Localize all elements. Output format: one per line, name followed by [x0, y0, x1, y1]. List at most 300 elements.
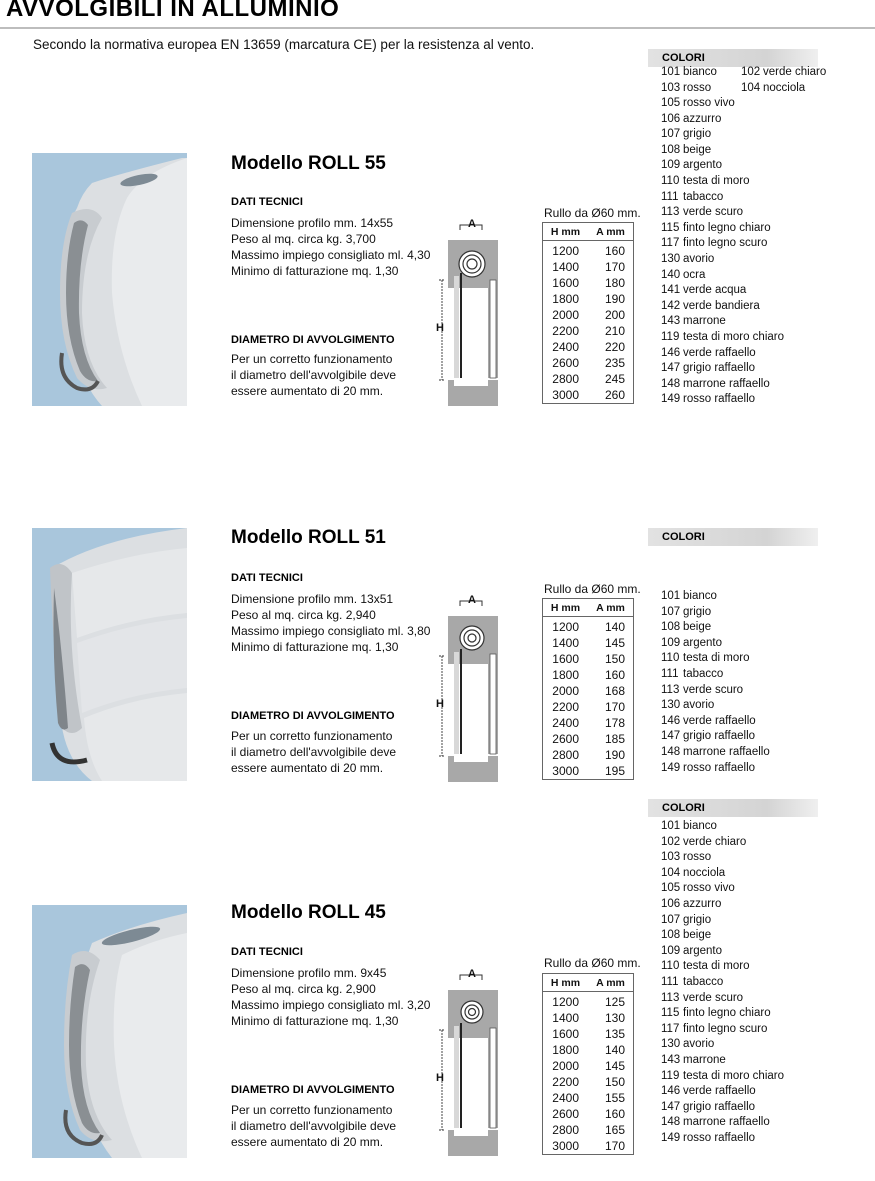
color-item	[661, 66, 717, 82]
cell-a: 200	[604, 308, 625, 322]
cell-a: 145	[604, 1059, 625, 1073]
color-name: grigio raffaello	[683, 362, 756, 375]
color-item	[661, 621, 770, 637]
color-code: 107	[661, 605, 681, 618]
color-name: nocciola	[763, 81, 806, 94]
color-code: 107	[661, 128, 681, 141]
table-row	[543, 1138, 633, 1154]
color-item	[661, 652, 770, 668]
color-name: marrone	[683, 315, 726, 328]
color-name: tabacco	[683, 190, 724, 203]
table-row	[543, 1074, 633, 1090]
color-name: tabacco	[683, 975, 724, 988]
color-item	[661, 637, 770, 653]
color-name: azzurro	[683, 112, 722, 125]
table-row	[543, 339, 633, 355]
color-name: nocciola	[683, 866, 726, 879]
color-name: beige	[683, 143, 712, 156]
color-item	[741, 82, 826, 98]
table-row	[543, 667, 633, 683]
color-code: 148	[661, 1116, 681, 1129]
color-item	[661, 960, 784, 976]
table-row	[543, 1026, 633, 1042]
color-code: 130	[661, 699, 681, 712]
col-h-header: H mm	[550, 225, 581, 238]
color-item	[661, 1023, 784, 1039]
spec-line: Massimo impiego consigliato ml. 3,80	[231, 624, 431, 638]
color-item	[661, 945, 784, 961]
diagram-label-a: A	[468, 594, 476, 606]
table-row	[543, 635, 633, 651]
cell-h: 1600	[552, 652, 579, 666]
color-item	[661, 898, 784, 914]
color-name: avorio	[683, 252, 715, 265]
color-item	[741, 66, 826, 82]
color-code: 110	[661, 174, 680, 187]
model-title: Modello ROLL 55	[231, 153, 386, 174]
table-row	[543, 259, 633, 275]
cell-h: 1800	[552, 1043, 579, 1057]
cell-a: 190	[604, 748, 625, 762]
color-item	[661, 929, 784, 945]
color-code: 111	[661, 667, 679, 680]
diametro-line: Per un corretto funzionamento	[231, 1103, 393, 1117]
color-code: 107	[661, 913, 681, 926]
cell-a: 170	[604, 700, 625, 714]
spec-line: Dimensione profilo mm. 14x55	[231, 216, 394, 230]
diametro-line: Per un corretto funzionamento	[231, 729, 393, 743]
color-name: testa di moro chiaro	[683, 330, 784, 343]
color-name: rosso vivo	[683, 97, 735, 109]
table-row	[543, 747, 633, 763]
cell-h: 2600	[552, 356, 579, 370]
color-code: 143	[661, 315, 681, 328]
color-item	[661, 730, 770, 746]
color-code: 108	[661, 143, 681, 156]
cell-h: 2800	[552, 1123, 579, 1137]
color-name: rosso vivo	[683, 882, 735, 895]
color-name: beige	[683, 929, 712, 942]
color-item	[661, 836, 784, 852]
diametro-line: essere aumentato di 20 mm.	[231, 761, 384, 775]
color-code: 140	[661, 268, 681, 281]
table-row	[543, 619, 633, 635]
table-row	[543, 715, 633, 731]
cell-a: 160	[604, 1107, 625, 1121]
cell-h: 2200	[552, 1075, 579, 1089]
colori-top-right-list	[741, 66, 826, 97]
color-item	[661, 362, 784, 378]
color-code: 143	[661, 1053, 681, 1066]
cell-a: 160	[604, 244, 625, 258]
color-name: bianco	[683, 590, 717, 602]
table-row	[543, 651, 633, 667]
cell-h: 2800	[552, 748, 579, 762]
color-name: testa di moro chiaro	[683, 1069, 784, 1082]
diametro-text	[231, 351, 396, 399]
table-row	[543, 699, 633, 715]
cell-h: 1200	[552, 995, 579, 1009]
color-name: argento	[683, 159, 723, 172]
color-code: 147	[661, 1100, 681, 1113]
color-code: 110	[661, 652, 680, 665]
cell-h: 2200	[552, 700, 579, 714]
cell-a: 130	[604, 1011, 625, 1025]
color-name: rosso raffaello	[683, 761, 756, 774]
color-code: 109	[661, 636, 681, 649]
color-code: 113	[661, 683, 680, 696]
color-item	[661, 1007, 784, 1023]
color-code: 130	[661, 252, 681, 265]
color-name: argento	[683, 944, 723, 957]
cell-a: 195	[604, 764, 625, 778]
title-divider	[0, 27, 875, 29]
col-a-header: A mm	[596, 976, 625, 989]
rullo-label: Rullo da Ø60 mm.	[544, 206, 641, 220]
table-row	[543, 275, 633, 291]
cell-a: 170	[604, 260, 625, 274]
spec-line: Massimo impiego consigliato ml. 4,30	[231, 248, 431, 262]
cell-a: 210	[604, 324, 625, 338]
cell-h: 2000	[552, 1059, 579, 1073]
table-row	[543, 243, 633, 259]
color-code: 108	[661, 929, 681, 942]
spec-line: Peso al mq. circa kg. 2,900	[231, 982, 376, 996]
color-name: grigio	[683, 913, 712, 926]
cell-h: 2400	[552, 1091, 579, 1105]
color-code: 102	[741, 66, 761, 78]
winding-table	[542, 598, 634, 780]
table-row	[543, 371, 633, 387]
color-item	[661, 1070, 784, 1086]
color-name: finto legno chiaro	[683, 221, 771, 234]
color-item	[661, 315, 784, 331]
cell-h: 1800	[552, 668, 579, 682]
color-name: rosso	[683, 851, 712, 864]
cell-h: 1600	[552, 1027, 579, 1041]
cell-a: 168	[604, 684, 625, 698]
color-name: bianco	[683, 820, 717, 832]
cell-h: 3000	[552, 1139, 579, 1153]
model-title: Modello ROLL 51	[231, 527, 386, 548]
color-item	[661, 300, 784, 316]
color-item	[661, 97, 784, 113]
color-code: 113	[661, 206, 680, 219]
table-row	[543, 1058, 633, 1074]
color-code: 113	[661, 991, 680, 1004]
color-item	[661, 699, 770, 715]
cell-a: 260	[604, 388, 625, 402]
color-code: 147	[661, 362, 681, 375]
cell-a: 170	[604, 1139, 625, 1153]
table-row	[543, 731, 633, 747]
profile-photo	[32, 528, 187, 781]
diametro-text	[231, 728, 396, 776]
spec-list	[231, 215, 430, 279]
color-code: 146	[661, 714, 681, 727]
diagram-label-a: A	[468, 968, 476, 980]
color-item	[661, 393, 784, 409]
spec-line: Minimo di fatturazione mq. 1,30	[231, 640, 399, 654]
color-code: 104	[741, 81, 761, 94]
diametro-line: Per un corretto funzionamento	[231, 352, 393, 366]
color-code: 108	[661, 621, 681, 634]
cell-a: 145	[604, 636, 625, 650]
intro-text: Secondo la normativa europea EN 13659 (marcatura CE) per la resistenza al vento.	[33, 37, 535, 52]
color-name: beige	[683, 621, 712, 634]
cell-a: 178	[604, 716, 625, 730]
color-item	[661, 128, 784, 144]
profile-photo	[32, 905, 187, 1158]
color-code: 101	[661, 820, 681, 832]
cell-h: 3000	[552, 388, 579, 402]
color-name: verde bandiera	[683, 299, 760, 312]
color-name: marrone	[683, 1053, 726, 1066]
color-name: verde scuro	[683, 206, 744, 219]
color-item	[661, 992, 784, 1008]
spec-line: Peso al mq. circa kg. 2,940	[231, 608, 376, 622]
color-code: 119	[661, 330, 680, 343]
table-row	[543, 994, 633, 1010]
dati-tecnici-label: DATI TECNICI	[231, 572, 303, 584]
diametro-line: il diametro dell'avvolgibile deve	[231, 1119, 397, 1133]
cell-h: 2200	[552, 324, 579, 338]
table-body	[543, 992, 633, 1154]
color-item	[661, 1054, 784, 1070]
table-row	[543, 1090, 633, 1106]
color-item	[661, 746, 770, 762]
color-item	[661, 191, 784, 207]
cell-h: 1400	[552, 636, 579, 650]
spec-line: Minimo di fatturazione mq. 1,30	[231, 264, 399, 278]
cell-a: 220	[604, 340, 625, 354]
rullo-label: Rullo da Ø60 mm.	[544, 956, 641, 970]
color-name: finto legno scuro	[683, 237, 768, 250]
winding-table	[542, 973, 634, 1155]
table-row	[543, 1122, 633, 1138]
cell-a: 140	[604, 620, 625, 634]
table-row	[543, 1042, 633, 1058]
diametro-title: DIAMETRO DI AVVOLGIMENTO	[231, 710, 395, 722]
cell-a: 140	[604, 1043, 625, 1057]
color-item	[661, 269, 784, 285]
table-row	[543, 683, 633, 699]
cell-h: 1200	[552, 244, 579, 258]
color-item	[661, 1085, 784, 1101]
color-code: 148	[661, 377, 681, 390]
spec-list	[231, 965, 430, 1029]
color-name: avorio	[683, 699, 715, 712]
profile-photo	[32, 153, 187, 406]
color-name: bianco	[683, 66, 717, 78]
color-name: grigio	[683, 605, 712, 618]
color-code: 101	[661, 66, 681, 78]
color-code: 149	[661, 1131, 681, 1144]
cell-h: 1400	[552, 260, 579, 274]
color-name: rosso	[683, 81, 712, 94]
cell-a: 135	[604, 1027, 625, 1041]
color-item	[661, 762, 770, 778]
cell-a: 155	[604, 1091, 625, 1105]
color-name: verde chiaro	[763, 66, 827, 78]
colori-header: COLORI	[648, 49, 818, 67]
cell-h: 2400	[552, 716, 579, 730]
color-code: 109	[661, 944, 681, 957]
cell-a: 190	[604, 292, 625, 306]
color-item	[661, 1101, 784, 1117]
diagram-label-a: A	[468, 218, 476, 230]
color-item	[661, 284, 784, 300]
colori-list	[661, 820, 784, 1147]
color-name: ocra	[683, 268, 706, 281]
colori-header: COLORI	[648, 799, 818, 817]
spec-list	[231, 591, 430, 655]
color-code: 109	[661, 159, 681, 172]
section-diagram	[434, 218, 502, 408]
color-name: azzurro	[683, 897, 722, 910]
color-item	[661, 1038, 784, 1054]
color-code: 104	[661, 866, 681, 879]
color-item	[661, 347, 784, 363]
color-code: 106	[661, 112, 681, 125]
color-code: 105	[661, 882, 681, 895]
cell-h: 3000	[552, 764, 579, 778]
table-header	[543, 599, 633, 617]
color-code: 149	[661, 393, 681, 406]
colori-header: COLORI	[648, 528, 818, 546]
color-code: 146	[661, 346, 681, 359]
color-item	[661, 253, 784, 269]
diametro-line: il diametro dell'avvolgibile deve	[231, 745, 397, 759]
cell-h: 2400	[552, 340, 579, 354]
color-name: finto legno scuro	[683, 1022, 768, 1035]
table-row	[543, 307, 633, 323]
table-row	[543, 387, 633, 403]
color-item	[661, 606, 770, 622]
color-name: verde raffaello	[683, 714, 756, 727]
color-item	[661, 1116, 784, 1132]
color-item	[661, 82, 717, 98]
color-code: 149	[661, 761, 681, 774]
color-item	[661, 378, 784, 394]
color-code: 106	[661, 897, 681, 910]
diametro-line: essere aumentato di 20 mm.	[231, 1135, 384, 1149]
table-header	[543, 974, 633, 992]
cell-h: 1800	[552, 292, 579, 306]
color-name: rosso raffaello	[683, 393, 756, 406]
color-code: 117	[661, 1022, 680, 1035]
color-code: 146	[661, 1085, 681, 1098]
cell-h: 2000	[552, 308, 579, 322]
color-item	[661, 867, 784, 883]
cell-a: 180	[604, 276, 625, 290]
cell-a: 150	[604, 652, 625, 666]
color-code: 111	[661, 975, 679, 988]
color-name: verde scuro	[683, 991, 744, 1004]
color-code: 117	[661, 237, 680, 250]
color-item	[661, 684, 770, 700]
col-a-header: A mm	[596, 601, 625, 614]
spec-line: Minimo di fatturazione mq. 1,30	[231, 1014, 399, 1028]
color-item	[661, 144, 784, 160]
col-a-header: A mm	[596, 225, 625, 238]
color-name: verde raffaello	[683, 346, 756, 359]
color-code: 110	[661, 960, 680, 973]
color-code: 101	[661, 590, 681, 602]
color-item	[661, 237, 784, 253]
cell-h: 1200	[552, 620, 579, 634]
color-name: testa di moro	[683, 960, 750, 973]
dati-tecnici-label: DATI TECNICI	[231, 946, 303, 958]
color-name: marrone raffaello	[683, 1116, 770, 1129]
table-row	[543, 291, 633, 307]
color-code: 130	[661, 1038, 681, 1051]
color-item	[661, 820, 784, 836]
color-code: 119	[661, 1069, 680, 1082]
color-name: marrone raffaello	[683, 745, 770, 758]
color-code: 103	[661, 81, 681, 94]
color-item	[661, 914, 784, 930]
color-code: 142	[661, 299, 681, 312]
color-name: tabacco	[683, 667, 724, 680]
table-row	[543, 763, 633, 779]
color-name: verde chiaro	[683, 835, 747, 848]
color-item	[661, 851, 784, 867]
color-item	[661, 668, 770, 684]
color-name: verde raffaello	[683, 1085, 756, 1098]
color-item	[661, 113, 784, 129]
colori-list	[661, 590, 770, 777]
color-name: rosso raffaello	[683, 1131, 756, 1144]
spec-line: Peso al mq. circa kg. 3,700	[231, 232, 376, 246]
color-name: grigio raffaello	[683, 1100, 756, 1113]
colori-list	[661, 97, 784, 409]
color-name: grigio	[683, 128, 712, 141]
table-row	[543, 1010, 633, 1026]
color-code: 148	[661, 745, 681, 758]
model-title: Modello ROLL 45	[231, 902, 386, 923]
colori-top-list	[661, 66, 717, 97]
color-name: testa di moro	[683, 174, 750, 187]
color-item	[661, 175, 784, 191]
color-code: 103	[661, 851, 681, 864]
cell-h: 2600	[552, 1107, 579, 1121]
color-code: 105	[661, 97, 681, 109]
cell-a: 185	[604, 732, 625, 746]
color-name: marrone raffaello	[683, 377, 770, 390]
spec-line: Dimensione profilo mm. 9x45	[231, 966, 387, 980]
table-row	[543, 323, 633, 339]
cell-h: 2000	[552, 684, 579, 698]
cell-h: 1600	[552, 276, 579, 290]
section-diagram	[434, 968, 502, 1158]
cell-a: 160	[604, 668, 625, 682]
winding-table	[542, 222, 634, 404]
spec-line: Massimo impiego consigliato ml. 3,20	[231, 998, 431, 1012]
color-code: 111	[661, 190, 679, 203]
color-name: grigio raffaello	[683, 730, 756, 743]
diametro-title: DIAMETRO DI AVVOLGIMENTO	[231, 1084, 395, 1096]
section-diagram	[434, 594, 502, 784]
color-code: 147	[661, 730, 681, 743]
color-item	[661, 590, 770, 606]
diagram-label-h: H	[436, 322, 444, 334]
cell-a: 165	[604, 1123, 625, 1137]
col-h-header: H mm	[550, 976, 581, 989]
table-row	[543, 355, 633, 371]
color-item	[661, 1132, 784, 1148]
color-code: 141	[661, 284, 681, 297]
